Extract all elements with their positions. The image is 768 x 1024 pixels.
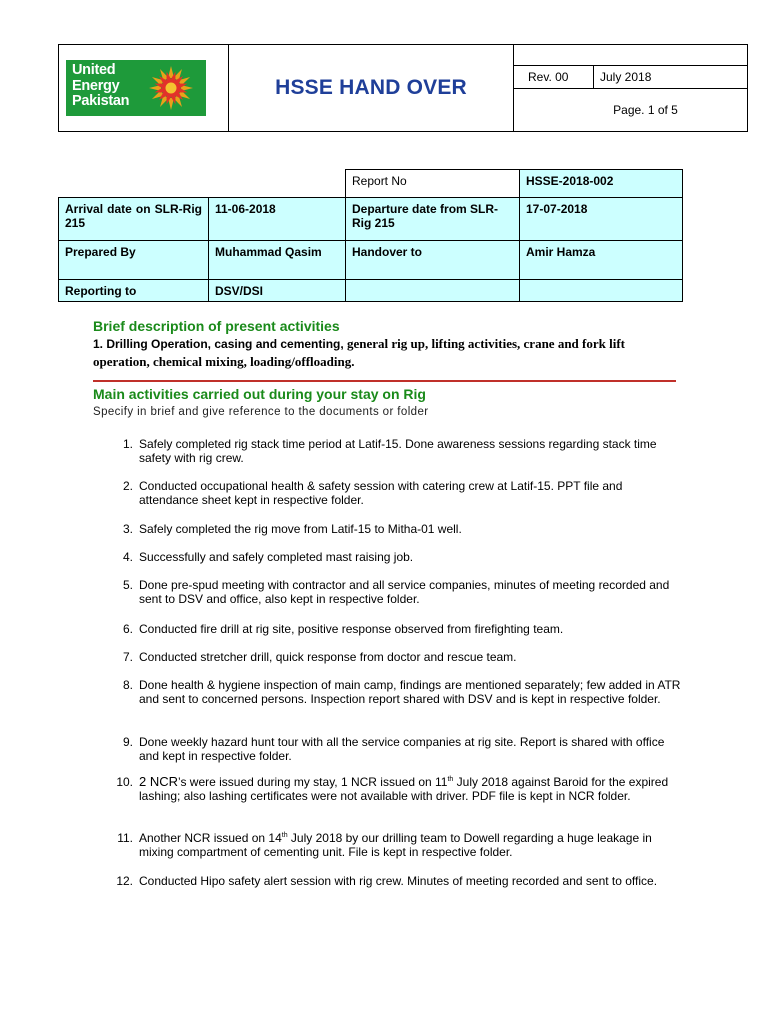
- list-item: [93, 650, 683, 678]
- list-item: [93, 678, 683, 735]
- item-text: Conducted fire drill at rig site, positive response observed from firefighting team.: [139, 622, 564, 636]
- item-number: 9.: [122, 735, 133, 749]
- item-text: July 2018 by our drilling team to Dowell regarding a huge leakage in mixing compartment of cementing unit. File is kept in respective folder.: [139, 831, 652, 859]
- activities-list: [93, 437, 683, 904]
- list-item: [93, 578, 683, 622]
- departure-date-label: Departure date from SLR-Rig 215: [346, 198, 520, 241]
- logo-line-1: United: [72, 62, 116, 78]
- list-item: [93, 437, 683, 479]
- empty-cell: [59, 170, 209, 198]
- item-number: 5.: [122, 578, 133, 592]
- section-divider: [93, 380, 676, 382]
- ordinal-suffix: th: [281, 832, 288, 839]
- item-text: Conducted Hipo safety alert session with rig crew. Minutes of meeting recorded and sent to office.: [139, 874, 658, 888]
- departure-date-value: 17-07-2018: [520, 198, 683, 241]
- revision-number: Rev. 00: [514, 65, 594, 89]
- list-item: [93, 522, 683, 550]
- item-number: 3.: [122, 522, 133, 536]
- item-text: July 2018 against Baroid for the expired lashing; also lashing certificates were not available with driver. PDF file is kept in NCR folder.: [139, 775, 669, 803]
- item-text: Conducted occupational health & safety session with catering crew at Latif-15. PPT file and attendance sheet kept in respective folder.: [139, 479, 623, 507]
- reporting-to-value: DSV/DSI: [209, 280, 346, 302]
- prepared-by-value: Muhammad Qasim: [209, 241, 346, 280]
- item-number: 7.: [122, 650, 133, 664]
- sun-emblem-icon: [148, 65, 194, 111]
- item-text: Done weekly hazard hunt tour with all the service companies at rig site. Report is shared with office and kept in respective folder.: [139, 735, 665, 763]
- item-text: Done pre-spud meeting with contractor and all service companies, minutes of meeting recorded and sent to DSV and office, also kept in respective folder.: [139, 578, 670, 606]
- document-title: HSSE HAND OVER: [275, 76, 467, 99]
- main-activities-heading: Main activities carried out during your stay on Rig: [93, 386, 426, 402]
- list-item: [93, 831, 683, 874]
- item-text: Done health & hygiene inspection of main camp, findings are mentioned separately; few added in ATR and sent to concerned persons. Inspection report shared with DSV and is kept in respective folder.: [139, 678, 681, 706]
- document-header: [58, 44, 748, 132]
- list-item: [93, 479, 683, 522]
- revision-date: July 2018: [594, 65, 747, 89]
- company-logo: [66, 60, 206, 116]
- item-number: 11.: [117, 831, 133, 845]
- handover-info-table: [58, 169, 683, 302]
- revision-block: [514, 45, 747, 131]
- brief-description-heading: Brief description of present activities: [93, 318, 340, 334]
- handover-to-value: Amir Hamza: [520, 241, 683, 280]
- reporting-to-label: Reporting to: [59, 280, 209, 302]
- item-text: ’s were issued during my stay, 1 NCR issued on 11: [178, 775, 448, 789]
- item-number: 6.: [122, 622, 133, 636]
- item-number: 4.: [122, 550, 133, 564]
- main-activities-instruction: Specify in brief and give reference to the documents or folder: [93, 406, 429, 418]
- item-number: 10.: [116, 775, 133, 789]
- empty-cell: [209, 170, 346, 198]
- item-number: 8.: [122, 678, 133, 692]
- brief-description-text: [93, 335, 683, 370]
- list-item: [93, 735, 683, 775]
- brief-text-part-1: 1. Drilling Operation, casing and cementing,: [93, 337, 344, 351]
- ordinal-suffix: th: [447, 776, 454, 783]
- item-text: Safely completed rig stack time period at Latif-15. Done awareness sessions regarding stack time safety with rig crew.: [139, 437, 657, 465]
- item-text: Safely completed the rig move from Latif-15 to Mitha-01 well.: [139, 522, 462, 536]
- item-text: Successfully and safely completed mast raising job.: [139, 550, 414, 564]
- item-number: 1.: [122, 437, 133, 451]
- item-number: 2.: [122, 479, 133, 493]
- arrival-date-label: Arrival date on SLR-Rig 215: [59, 198, 209, 241]
- list-item: [93, 550, 683, 578]
- logo-cell: [59, 45, 229, 131]
- handover-to-label: Handover to: [346, 241, 520, 280]
- item-number: 12.: [116, 874, 133, 888]
- report-no-label: Report No: [346, 170, 520, 198]
- list-item: [93, 622, 683, 650]
- logo-text: [72, 63, 129, 110]
- list-item: [93, 874, 683, 904]
- item-text: Another NCR issued on 14: [139, 831, 282, 845]
- prepared-by-label: Prepared By: [59, 241, 209, 280]
- report-no-value: HSSE-2018-002: [520, 170, 683, 198]
- item-text: Conducted stretcher drill, quick response from doctor and rescue team.: [139, 650, 517, 664]
- list-item: [93, 775, 683, 831]
- title-cell: [229, 45, 514, 131]
- arrival-date-value: 11-06-2018: [209, 198, 346, 241]
- page-indicator: Page. 1 of 5: [613, 103, 678, 117]
- logo-line-2: Energy: [72, 77, 120, 94]
- empty-cell: [520, 280, 683, 302]
- logo-line-3: Pakistan: [72, 93, 130, 109]
- brief-text-part-2: general rig up, lifting activities, crane and fork lift operation, chemical mixing, loading/offloading.: [93, 336, 625, 369]
- empty-cell: [346, 280, 520, 302]
- ncr-count: 2 NCR: [139, 774, 179, 789]
